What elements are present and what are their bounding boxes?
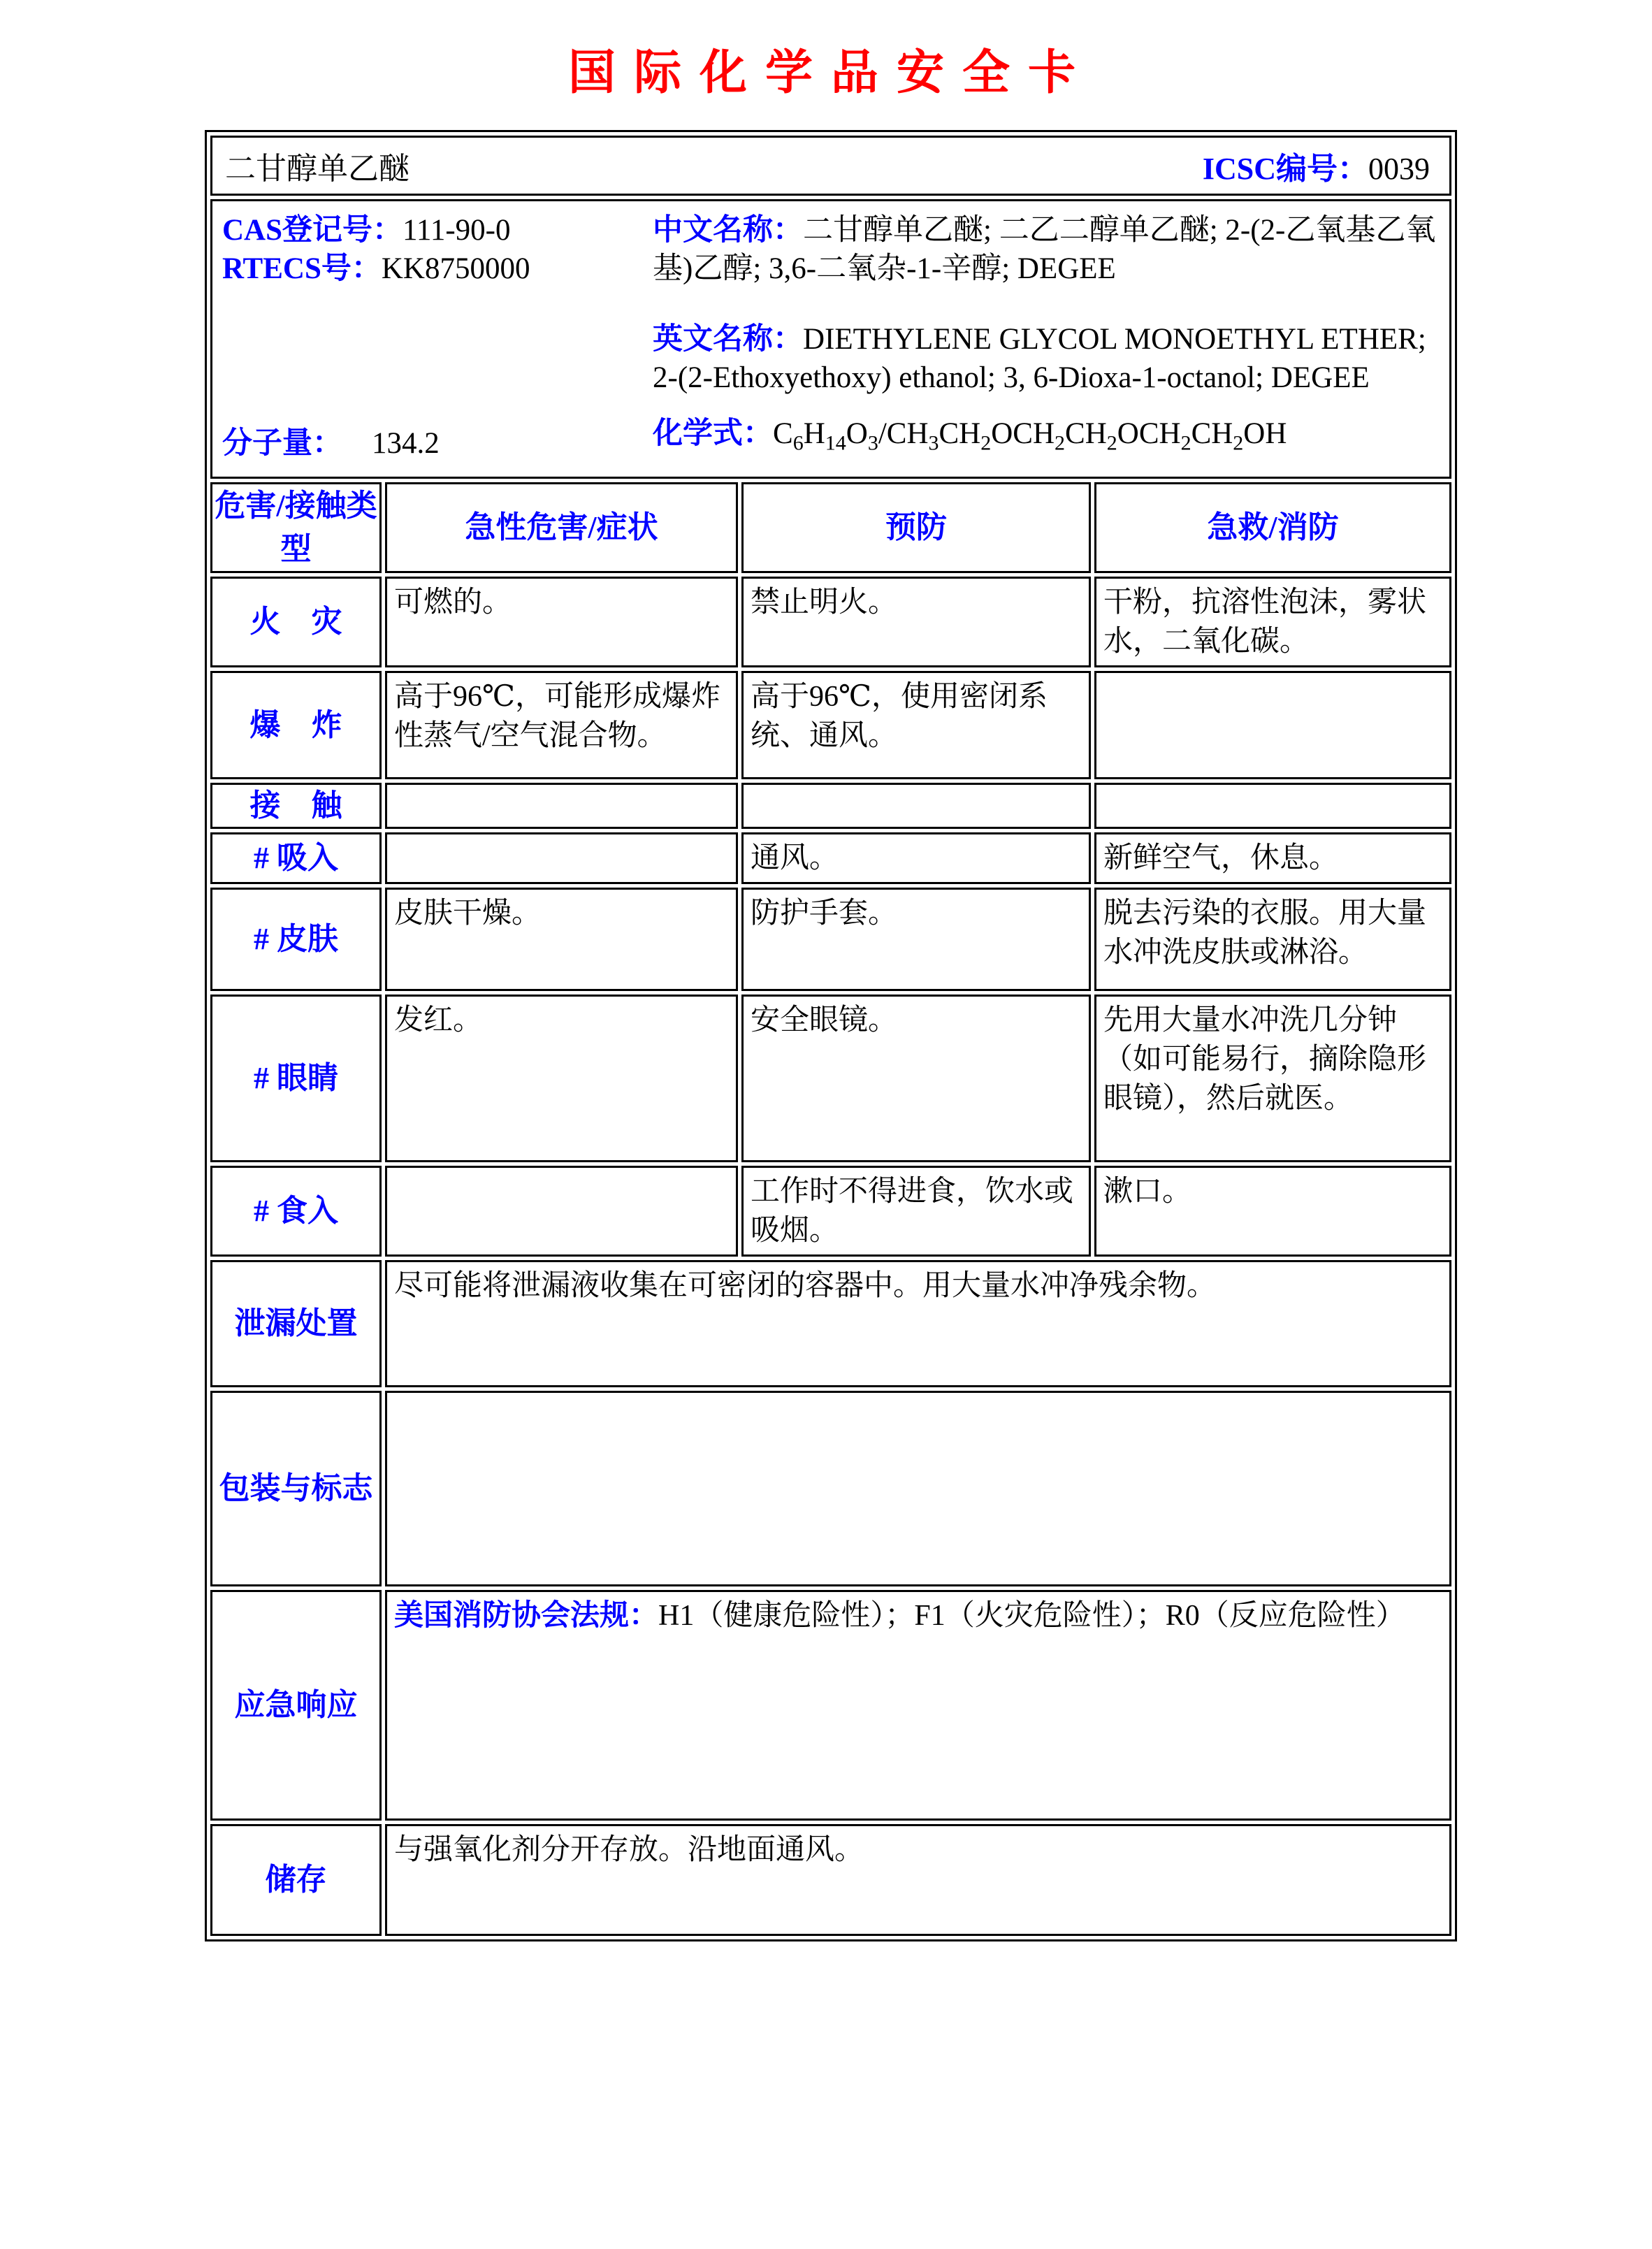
- safety-card-table: [205, 130, 1457, 1941]
- hazard-row-ingestion: [210, 1166, 1451, 1257]
- hazard-row-contact: [210, 783, 1451, 829]
- chinese-names: [653, 211, 1441, 288]
- inhalation-prevention: 通风。: [741, 832, 1091, 884]
- spill-disposal-content: 尽可能将泄漏液收集在可密闭的容器中。用大量水冲净残余物。: [385, 1260, 1451, 1387]
- skin-prevention: 防护手套。: [741, 888, 1091, 991]
- hazard-row-skin: [210, 888, 1451, 991]
- row-label: # 眼睛: [210, 995, 382, 1162]
- packaging-labeling-row: [210, 1391, 1451, 1586]
- spill-disposal-row: [210, 1260, 1451, 1387]
- ingestion-symptoms: [385, 1166, 738, 1257]
- formula-label: 化学式：: [653, 417, 773, 451]
- eyes-prevention: 安全眼镜。: [741, 995, 1091, 1162]
- rtecs-line: [222, 250, 642, 288]
- row-label: 火 灾: [210, 577, 382, 667]
- formula-value: $C_6H_{14}O_3/CH_3CH_2OCH_2CH_2OCH_2CH_2OH$: [773, 417, 1287, 455]
- eyes-response: 先用大量水冲洗几分钟（如可能易行，摘除隐形眼镜），然后就医。: [1094, 995, 1451, 1162]
- ingestion-response: 漱口。: [1094, 1166, 1451, 1257]
- contact-symptoms: [385, 783, 738, 829]
- col-header-type: 危害/接触类型: [210, 482, 382, 573]
- row-label: 泄漏处置: [210, 1260, 382, 1387]
- fire-response: 干粉，抗溶性泡沫，雾状水，二氧化碳。: [1094, 577, 1451, 667]
- fire-prevention: 禁止明火。: [741, 577, 1091, 667]
- emergency-response-row: [210, 1590, 1451, 1821]
- cas-value: 111-90-0: [403, 214, 511, 247]
- inhalation-response: 新鲜空气，休息。: [1094, 832, 1451, 884]
- icsc-value: 0039: [1368, 152, 1430, 186]
- nfpa-codes: H1（健康危险性）；F1（火灾危险性）；R0（反应危险性）: [658, 1600, 1405, 1632]
- skin-symptoms: 皮肤干燥。: [385, 888, 738, 991]
- chemical-formula-line: [653, 414, 1441, 463]
- row-label: 储存: [210, 1824, 382, 1936]
- row-label: 包装与标志: [210, 1391, 382, 1586]
- cas-label: CAS登记号：: [222, 214, 403, 247]
- cn-label: 中文名称：: [653, 214, 803, 247]
- col-header-symptoms: 急性危害/症状: [385, 482, 738, 573]
- explosion-symptoms: 高于96℃，可能形成爆炸性蒸气/空气混合物。: [385, 671, 738, 779]
- icsc-label: ICSC编号：: [1202, 152, 1368, 186]
- contact-response: [1094, 783, 1451, 829]
- chemical-name: 二甘醇单乙醚: [225, 152, 410, 186]
- row-label: 爆 炸: [210, 671, 382, 779]
- row-label: # 吸入: [210, 832, 382, 884]
- nfpa-label: 美国消防协会法规：: [394, 1600, 659, 1632]
- fire-symptoms: 可燃的。: [385, 577, 738, 667]
- en-value: DIETHYLENE GLYCOL MONOETHYL ETHER; 2-(2-Ethoxyethoxy) ethanol; 3, 6-Dioxa-1-octanol; DEGEE: [653, 323, 1426, 394]
- hazard-header-row: [210, 482, 1451, 573]
- mw-value: 134.2: [372, 427, 440, 460]
- hazard-row-eyes: [210, 995, 1451, 1162]
- hazard-row-inhalation: [210, 832, 1451, 884]
- identifiers-row: [210, 199, 1451, 479]
- english-names: [653, 320, 1441, 397]
- explosion-prevention: 高于96℃，使用密闭系统、通风。: [741, 671, 1091, 779]
- row-label: # 食入: [210, 1166, 382, 1257]
- col-header-prevention: 预防: [741, 482, 1091, 573]
- col-header-response: 急救/消防: [1094, 482, 1451, 573]
- rtecs-value: KK8750000: [381, 252, 530, 285]
- rtecs-label: RTECS号：: [222, 252, 382, 285]
- mw-label: 分子量：: [222, 427, 342, 460]
- molecular-weight-line: [222, 424, 440, 463]
- hazard-row-fire: [210, 577, 1451, 667]
- cn-value: 二甘醇单乙醚; 二乙二醇单乙醚; 2-(2-乙氧基乙氧基)乙醇; 3,6-二氧杂-1-辛醇; DEGEE: [653, 214, 1436, 285]
- inhalation-symptoms: [385, 832, 738, 884]
- emergency-response-content: [385, 1590, 1451, 1821]
- cas-line: [222, 211, 642, 250]
- icsc-number: [1203, 143, 1430, 188]
- eyes-symptoms: 发红。: [385, 995, 738, 1162]
- explosion-response: [1094, 671, 1451, 779]
- hazard-row-explosion: [210, 671, 1451, 779]
- row-label: 接 触: [210, 783, 382, 829]
- row-label: # 皮肤: [210, 888, 382, 991]
- en-label: 英文名称：: [653, 323, 803, 356]
- ingestion-prevention: 工作时不得进食，饮水或吸烟。: [741, 1166, 1091, 1257]
- row-label: 应急响应: [210, 1590, 382, 1821]
- contact-prevention: [741, 783, 1091, 829]
- packaging-labeling-content: [385, 1391, 1451, 1586]
- storage-content: 与强氧化剂分开存放。沿地面通风。: [385, 1824, 1451, 1936]
- registry-numbers: [222, 211, 642, 288]
- page-title: 国际化学品安全卡: [567, 46, 1094, 99]
- name-row: [210, 136, 1451, 196]
- skin-response: 脱去污染的衣服。用大量水冲洗皮肤或淋浴。: [1094, 888, 1451, 991]
- storage-row: [210, 1824, 1451, 1936]
